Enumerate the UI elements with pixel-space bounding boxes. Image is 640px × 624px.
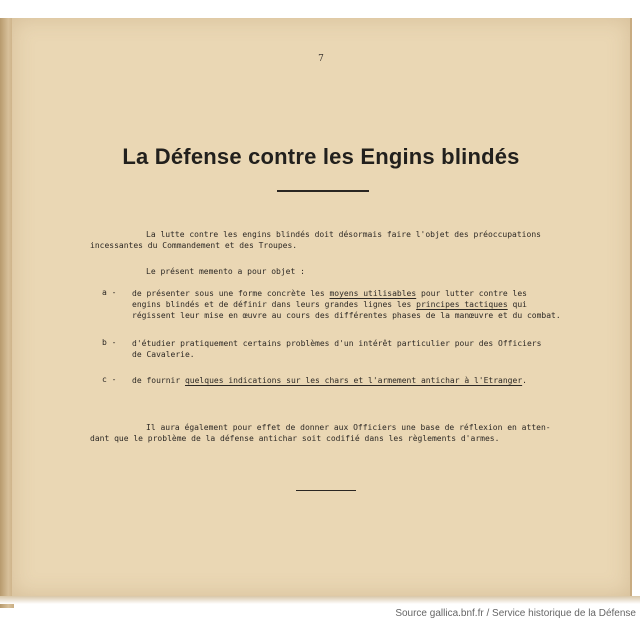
intro-line-2: incessantes du Commandement et des Troupes. [90,241,298,250]
page-title: La Défense contre les Engins blindés [122,144,520,169]
item-b-line-1: d'étudier pratiquement certains problèmes d'un intérêt particulier pour des Officiers [132,339,542,348]
underlined-phrase: moyens utilisables [329,289,417,298]
underlined-phrase: quelques indications sur les chars et l'armement antichar à l'Etranger [184,376,523,385]
source-credit: Source gallica.bnf.fr / Service historique de la Défense [395,608,636,619]
item-a-line-3: régissent leur mise en œuvre au cours des différentes phases de la manœuvre et du combat. [132,311,561,320]
item-a-line-1: de présenter sous une forme concrète les moyens utilisables pour lutter contre les [132,289,527,298]
object-line: Le présent memento a pour objet : [146,267,305,276]
item-a-line-2: engins blindés et de définir dans leurs grandes lignes les principes tactiques qui [132,300,527,309]
page-number: 7 [318,54,324,64]
item-b-marker: b - [102,338,117,347]
document-page [12,18,632,598]
item-c-marker: c - [102,375,117,384]
underlined-phrase: principes tactiques [416,300,508,309]
conclusion-line-2: dant que le problème de la défense antichar soit codifié dans les règlements d'armes. [90,434,500,443]
intro-line-1: La lutte contre les engins blindés doit désormais faire l'objet des préoccupations [146,230,541,239]
item-a-marker: a - [102,288,117,297]
closing-rule [296,490,356,491]
title-underline [277,190,369,192]
scan-bottom-edge [0,596,640,604]
item-c-line: de fournir quelques indications sur les chars et l'armement antichar à l'Etranger. [132,376,527,385]
item-b-line-2: de Cavalerie. [132,350,195,359]
conclusion-line-1: Il aura également pour effet de donner aux Officiers une base de réflexion en atten- [146,423,551,432]
